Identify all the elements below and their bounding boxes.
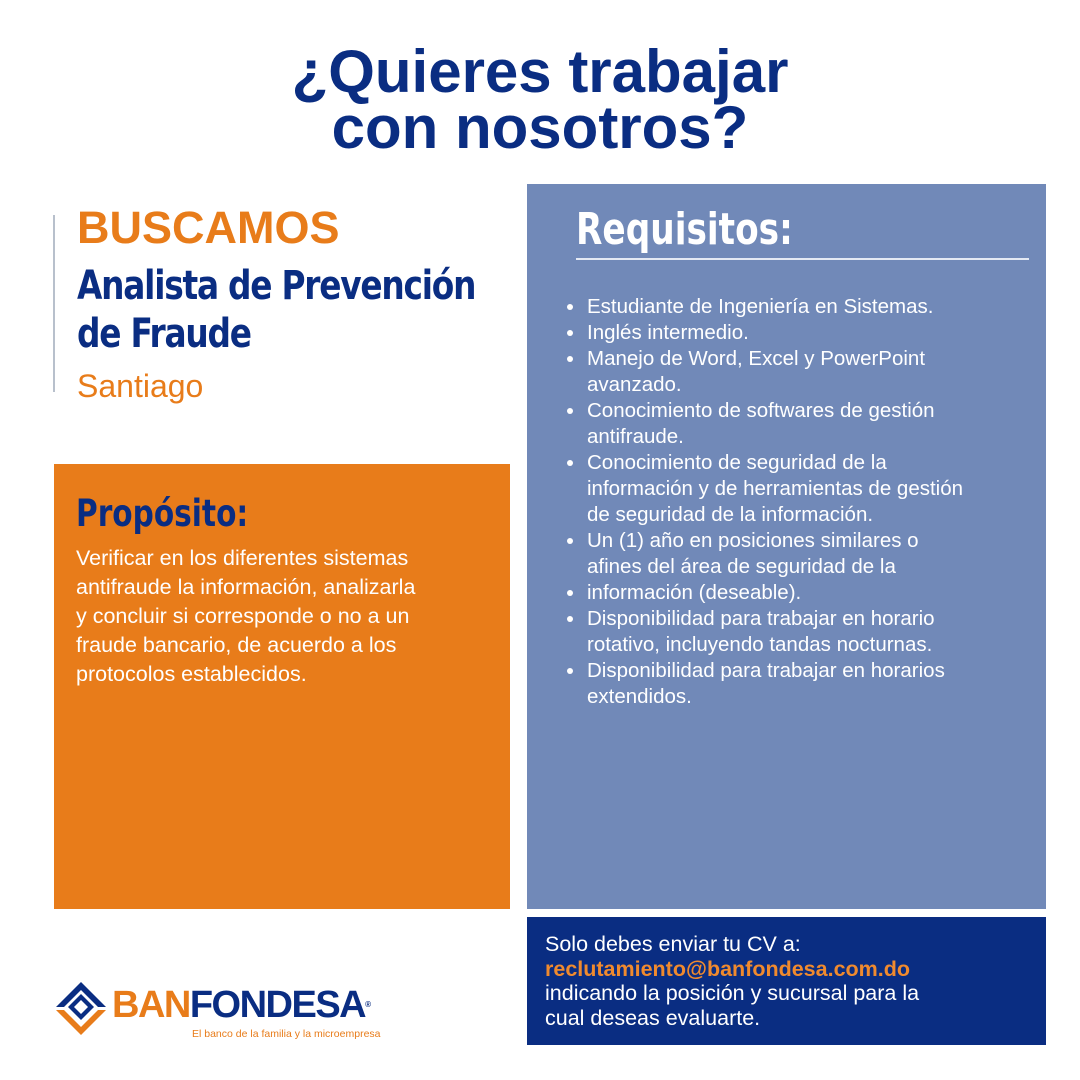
requirements-heading: Requisitos: (576, 204, 793, 255)
contact-email-link[interactable]: reclutamiento@banfondesa.com.do (545, 956, 911, 981)
requirement-line: avanzado. (587, 373, 682, 396)
requirement-line: Inglés intermedio. (587, 321, 749, 344)
requirement-line: información (deseable). (587, 581, 802, 604)
contact-text (545, 932, 1035, 1030)
requirements-list (565, 294, 1025, 710)
requirement-line: Estudiante de Ingeniería en Sistemas. (587, 295, 934, 318)
banfondesa-logo-icon (54, 980, 108, 1036)
purpose-line: y concluir si corresponde o no a un (76, 604, 410, 628)
contact-instructions: cual deseas evaluarte. (545, 1005, 761, 1030)
requirement-line: antifraude. (587, 425, 684, 448)
job-title-line-1: Analista de Prevención (77, 263, 476, 309)
requirement-item (565, 450, 1025, 528)
requirement-line: Conocimiento de softwares de gestión (587, 399, 935, 422)
job-title-line-2: de Fraude (77, 311, 251, 357)
purpose-line: Verificar en los diferentes sistemas (76, 546, 409, 570)
contact-intro: Solo debes enviar tu CV a: (545, 932, 801, 956)
requirement-item (565, 346, 1025, 398)
purpose-line: fraude bancario, de acuerdo a los (76, 633, 397, 657)
requirement-line: Disponibilidad para trabajar en horario (587, 607, 935, 630)
brand-tagline: El banco de la familia y la microempresa (192, 1028, 381, 1040)
brand-wordmark-fondesa: FONDESA (189, 984, 366, 1026)
requirement-item (565, 580, 1025, 606)
requirement-line: afines del área de seguridad de la (587, 555, 896, 578)
requirement-line: de seguridad de la información. (587, 503, 874, 526)
purpose-heading: Propósito: (76, 492, 249, 535)
page-title (0, 38, 1080, 161)
brand-logo (54, 978, 384, 1042)
requirement-item (565, 658, 1025, 710)
purpose-line: antifraude la información, analizarla (76, 575, 416, 599)
requirement-line: Manejo de Word, Excel y PowerPoint (587, 347, 926, 370)
requirement-item (565, 320, 1025, 346)
brand-wordmark-ban: BAN (112, 984, 190, 1026)
purpose-line: protocolos establecidos. (76, 662, 307, 686)
requirement-item (565, 398, 1025, 450)
accent-divider (53, 215, 55, 392)
job-location: Santiago (77, 368, 204, 404)
requirement-item (565, 294, 1025, 320)
requirement-line: información y de herramientas de gestión (587, 477, 964, 500)
requirements-underline (576, 258, 1029, 260)
hiring-label: BUSCAMOS (77, 202, 340, 253)
purpose-description (76, 544, 476, 689)
requirement-line: Un (1) año en posiciones similares o (587, 529, 919, 552)
contact-instructions: indicando la posición y sucursal para la (545, 981, 920, 1005)
requirements-panel (527, 184, 1046, 909)
contact-panel (527, 917, 1046, 1045)
purpose-panel (54, 464, 510, 909)
page-title-line-2: con nosotros? (331, 94, 749, 161)
requirement-item (565, 606, 1025, 658)
page-title-line-1: ¿Quieres trabajar (291, 38, 789, 105)
job-title (77, 262, 476, 358)
requirement-line: Disponibilidad para trabajar en horarios (587, 659, 945, 682)
registered-mark: ® (365, 1000, 372, 1009)
requirement-item (565, 528, 1025, 580)
requirement-line: Conocimiento de seguridad de la (587, 451, 887, 474)
brand-wordmark (112, 984, 371, 1026)
requirement-line: rotativo, incluyendo tandas nocturnas. (587, 633, 933, 656)
requirement-line: extendidos. (587, 685, 692, 708)
